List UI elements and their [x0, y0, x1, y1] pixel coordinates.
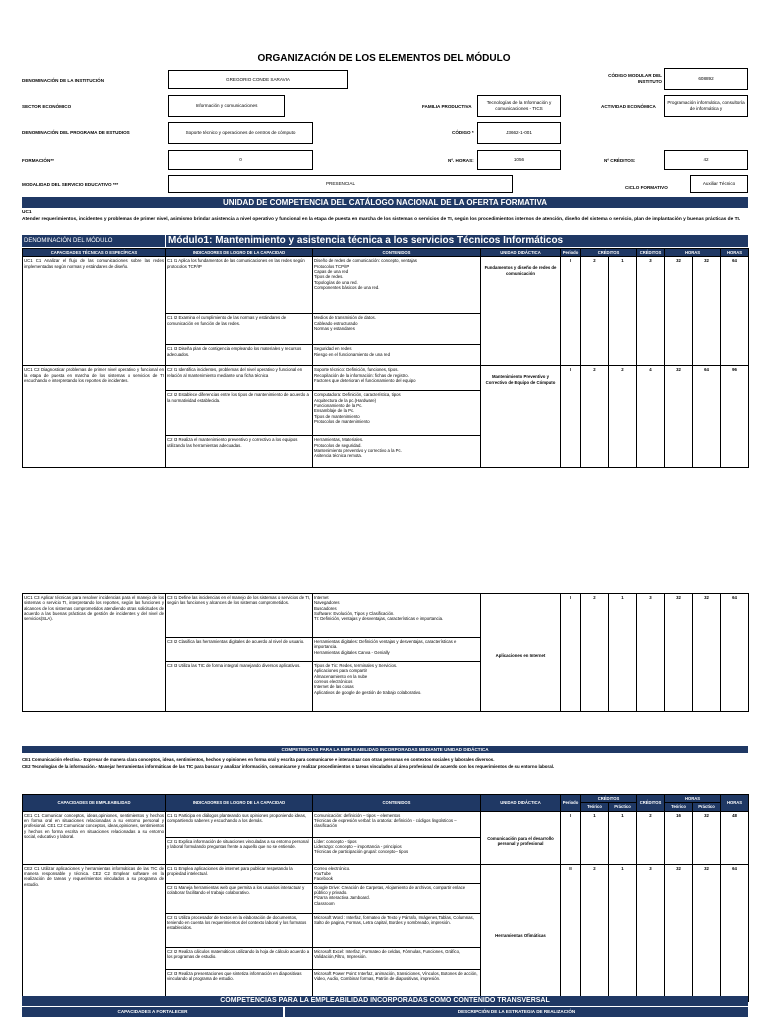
numeric-cell: 32	[693, 594, 721, 712]
numeric-cell: 2	[637, 811, 665, 864]
capacidades-table-2	[22, 593, 749, 712]
module-label: DENOMINACIÓN DEL MÓDULO	[22, 235, 165, 247]
modalidad-label: MODALIDAD DEL SERVICIO EDUCATIVO ***	[22, 182, 119, 187]
creditos-value: 42	[664, 150, 748, 170]
contenido-cell: Herramientas digitales: Definición ventajas y desventajas, características e importancia. Herramientas digitales Canva - Genially	[313, 638, 481, 662]
numeric-cell: 2	[581, 594, 609, 712]
contenido-cell: Internet Navegadores Buscadores Software: Evolución, Tipos y Clasificación. TI: Definición, ventajas y desventajas, características e importancia.	[313, 594, 481, 638]
numeric-cell: 3	[637, 594, 665, 712]
numeric-cell: 32	[665, 257, 693, 366]
contenido-cell: Microsoft Excel: Interfaz, Formateo de celdas, Fórmulas, Funciones, Gráfico, Validación,Filtro, Impresión.	[313, 947, 481, 969]
contenido-cell: Soporte técnico: Definición, funciones, tipos. Recopilación de la información: fichas de registro. Factores que deterioran el funcionamiento del equipo	[313, 366, 481, 391]
indicador-cell: C2 I1 Utiliza procesador de textos en la elaboración de documentos, teniendo en cuenta los requerimientos del contexto laboral y los formatos establecidos.	[166, 913, 313, 947]
numeric-cell: 4	[637, 366, 665, 468]
numeric-cell: 1	[581, 811, 609, 864]
institution-label: DENOMINACIÓN DE LA INSTITUCIÓN	[22, 78, 105, 83]
codigo-modular-value: 608892	[664, 68, 748, 90]
formacion-label: FORMACIÓN**	[22, 158, 54, 163]
contenido-cell: Microsoft Word : Interfaz, formateo de Texto y Párrafo, Imágenes,Tablas, Columnas, Salto de pagina, Formas, Letra capital, Bordes y sombreado, impresión.	[313, 913, 481, 947]
col-practico-2: Práctico	[693, 803, 721, 811]
capacidad-cell: UC1 C1 Analizar el flujo de las comunicaciones sobre las redes implementadas según normas y estándares de diseño.	[23, 257, 166, 366]
numeric-cell: 2	[581, 366, 609, 468]
col-horas-total-2: HORAS	[721, 795, 749, 812]
indicador-cell: C1 I1 Aplica los fundamentos de las comunicaciones en las redes según protocolos TCP/IP	[166, 257, 313, 314]
ce-bar: COMPETENCIAS PARA LA EMPLEABILIDAD INCORPORADAS MEDIANTE UNIDAD DIDÁCTICA	[22, 746, 748, 753]
col-creditos-total-2: CRÉDITOS	[637, 795, 665, 812]
unidad-didactica-cell: Fundamentos y diseño de redes de comunicación	[481, 257, 561, 366]
transversal-col-capacidades: CAPACIDADES A FORTALECER	[22, 1007, 284, 1017]
numeric-cell: 16	[665, 811, 693, 864]
numeric-cell: 64	[693, 366, 721, 468]
sector-label: SECTOR ECONÓMICO	[22, 104, 72, 109]
modalidad-value: PRESENCIAL	[168, 175, 513, 193]
transversal-col-estrategia: DESCRIPCIÓN DE LA ESTRATEGIA DE REALIZACIÓN	[285, 1007, 748, 1017]
col-cap-empleabilidad: CAPACIDADES DE EMPLEABILIDAD	[23, 795, 166, 812]
contenido-cell: Diseño de redes de comunicación: concepto, ventajas Protocolos TCP/IP Capas de una red Tipos de redes. Topologías de una red. Componentes básicos de una red.	[313, 257, 481, 314]
contenido-cell: Líder: concepto - tipos Liderazgo: concepto – importancia - principios Técnicas de participación grupal: concepto– tipos	[313, 837, 481, 864]
contenido-cell: Herramientas, Materiales. Protocolos de seguridad. Mantenimiento preventivo y correctivo a la Pc. Asitencia técnica remota.	[313, 436, 481, 468]
table-row	[23, 864, 749, 883]
col-contenidos-2: CONTENIDOS	[313, 795, 481, 812]
transversal-header	[22, 1007, 748, 1017]
institution-value: GREGORIO CONDE SARAVIA	[168, 70, 348, 89]
familia-value: Tecnologías de la Información y comunicaciones - TICS	[477, 95, 561, 117]
numeric-cell: 2	[609, 366, 637, 468]
page-title: ORGANIZACIÓN DE LOS ELEMENTOS DEL MÓDULO	[257, 53, 511, 64]
numeric-cell: 32	[693, 811, 721, 864]
col-capacidades: CAPACIDADES TÉCNICAS O ESPECÍFICAS	[23, 249, 166, 257]
codigo-modular-label: CÓDIGO MODULAR DEL INSTITUTO	[608, 73, 662, 84]
indicador-cell: C1 I3 Diseña plan de contigencia empleando los materiales y recursos adecuados.	[166, 345, 313, 366]
capacidad-cell: UC1 C3 Aplicar técnicas para resolver incidencias para el manejo de los sistemas o servicio TI, interpretando los reportes, según las funciones y alcances de los sistemas comprometidos atendiendo otras solicitudes de acuerdo a las buenas prácticas de gestión de incidentes y del nivel de servicios(SLA).	[23, 594, 166, 712]
numeric-cell: I	[561, 594, 581, 712]
formacion-value: 0	[168, 150, 313, 170]
numeric-cell: 1	[609, 257, 637, 366]
empleabilidad-table	[22, 794, 749, 1002]
contenido-cell: Tipos de Tic: Redes, terminales y Servicios. Aplicaciones para compartir Almacenamiento en la nube correos electrónicos Internet de las cosas Aplicativos de google de gestión de trabajo colaborativo.	[313, 662, 481, 712]
numeric-cell: I	[561, 811, 581, 864]
table-row	[23, 366, 749, 391]
capacidad-cell: UC1 C2 Diagnosticar problemas de primer nivel operativo y funcional en la etapa de puesta en marcha de los sistemas o servicios de TI escuchando e interpretando los reportes de incidentes.	[23, 366, 166, 468]
ciclo-label: CICLO FORMATIVO	[625, 185, 668, 190]
uc-code: UC1	[22, 210, 32, 215]
indicador-cell: C1 I1 Emplea aplicaciones de internet para publicar respetando la propiedad intelectual.	[166, 864, 313, 883]
module-name: Módulo1: Mantenimiento y asistencia técnica a los servicios Técnicos Informáticos	[166, 235, 748, 247]
header-section	[0, 0, 768, 200]
indicador-cell: C3 I2 Clasifica las herramientas digitales de acuerdo al nivel de usuario.	[166, 638, 313, 662]
numeric-cell: 32	[693, 257, 721, 366]
numeric-cell: 32	[665, 594, 693, 712]
col-horas: HORAS	[665, 249, 721, 257]
col-teorico-2: Teórico	[665, 803, 693, 811]
indicador-cell: C2 I1 Identifica incidentes, problemas del nivel operativo y funcional en relación al mantenimiento mediante una ficha técnica	[166, 366, 313, 391]
col-teorico: Teórico	[581, 803, 609, 811]
numeric-cell: 2	[581, 864, 609, 1001]
actividad-value: Programación informática, consultoría de informática y	[664, 95, 748, 117]
col-indicadores-2: INDICADORES DE LOGRO DE LA CAPACIDAD	[166, 795, 313, 812]
codigo-label: CÓDIGO *	[452, 130, 474, 135]
numeric-cell: 64	[721, 594, 749, 712]
col-indicadores: INDICADORES DE LOGRO DE LA CAPACIDAD	[166, 249, 313, 257]
indicador-cell: C1 I2 Examina el cumplimiento de las normas y estándares de comunicación en función de las redes.	[166, 314, 313, 345]
numeric-cell: 2	[581, 257, 609, 366]
numeric-cell: 1	[609, 864, 637, 1001]
col-horas-total: HORAS	[721, 249, 749, 257]
col-periodo: Periodo	[561, 249, 581, 257]
col-unidad-2: UNIDAD DIDÁCTICA	[481, 795, 561, 812]
numeric-cell: II	[561, 864, 581, 1001]
familia-label: FAMILIA PRODUCTIVA	[422, 104, 472, 109]
sector-value: Información y comunicaciones	[168, 95, 285, 117]
numeric-cell: 3	[637, 257, 665, 366]
numeric-cell: 1	[609, 594, 637, 712]
contenido-cell: Medios de transmisión de datos. Cableado estructurado Normas y estandares	[313, 314, 481, 345]
numeric-cell: 64	[721, 257, 749, 366]
indicador-cell: C2 I2 Establece diferencias entre los tipos de mantenimiento de acuerdo a la normatividad establecida.	[166, 391, 313, 436]
indicador-cell: C2 I3 Realiza presentaciones que sintetiza información en diapositivas vinculando al programa de estudio.	[166, 969, 313, 1001]
indicador-cell: C2 I3 Realiza el mantenimiento preventivo y correctivo a los equipos utilizando las herramientas adecuadas.	[166, 436, 313, 468]
col-creditos-2: CRÉDITOS	[581, 795, 637, 803]
col-unidad: UNIDAD DIDÁCTICA	[481, 249, 561, 257]
creditos-label: Nº CRÉDITOS:	[604, 158, 636, 163]
numeric-cell: I	[561, 366, 581, 468]
ce1-text: CE1 Comunicación efectiva.- Expresar de manera clara conceptos, ideas, sentimientos, hechos y opiniones en forma oral y escrita para comunicarse e interactuar con otras personas en contextos sociales y laborales diversos.	[22, 757, 495, 762]
horas-value: 1056	[477, 150, 561, 170]
contenido-cell: Microsoft Power Point: Interfaz, animación, transiciones, Vínculos, Botones de acción, Video, Audio, Combinar formas, Patrón de diapositivas, impresión.	[313, 969, 481, 1001]
indicador-cell: C3 I1 Define las incidencias en el manejo de los sistemas o servicios de TI, según las funciones y alcances de los sistemas comprometidos.	[166, 594, 313, 638]
numeric-cell: 96	[721, 366, 749, 468]
numeric-cell: I	[561, 257, 581, 366]
horas-label: Nº. HORAS:	[448, 158, 474, 163]
table-row	[23, 257, 749, 314]
capacidad-cell: CE2 C1 Utilizar aplicaciones y herramientas informáticas de las TIC de manera responsable y técnica. CE2 C2 Emplear software en la realización de tareas y requerimientos vinculados a su programa de estudio.	[23, 864, 166, 1001]
capacidad-cell: CE1 C1 Comunicar conceptos, ideas,opiniones, sentimientos y hechos en forma oral en situaciones relacionadas a su entorno personal y profesional. CE1 C2 Comunicar conceptos, ideas,opiniones, sentimientos y hechos en forma escrita en situaciones relacionadas a su entorno social, educativo y laboral.	[23, 811, 166, 864]
unidad-didactica-cell: Aplicaciones en Internet	[481, 594, 561, 712]
numeric-cell: 32	[665, 864, 693, 1001]
indicador-cell: C2 I1 Explica información de situaciones vinculadas a su entorno personal y laboral formulando preguntas frente a aquello que no se entiende.	[166, 837, 313, 864]
indicador-cell: C3 I3 Utiliza las TIC de forma integral manejando diversos aplicativos.	[166, 662, 313, 712]
numeric-cell: 1	[609, 811, 637, 864]
col-periodo-2: Periodo	[561, 795, 581, 812]
col-practico: Práctico	[609, 803, 637, 811]
unidad-didactica-cell: Comunicación para el desarrollo personal y profesional	[481, 811, 561, 864]
transversal-bar: COMPETENCIAS PARA LA EMPLEABILIDAD INCORPORADAS COMO CONTENIDO TRANSVERSAL	[22, 996, 748, 1006]
numeric-cell: 32	[693, 864, 721, 1001]
contenido-cell: Google Drive: Creación de Carpetas, Alojamiento de archivos, compartir enlace público y privado. Pizarra interactiva Jamboard. Classroom	[313, 883, 481, 913]
programa-label: DENOMINACIÓN DEL PROGRAMA DE ESTUDIOS	[22, 130, 130, 135]
table-row	[23, 811, 749, 837]
numeric-cell: 3	[637, 864, 665, 1001]
ciclo-value: Auxiliar Técnico	[690, 175, 748, 193]
ce2-text: CE2 Tecnologías de la información.- Manejar herramientas informáticas de las TIC para buscar y analizar información, comunicarse y realizar procedimientos o tareas vinculados al área profesional de acuerdo con los requerimientos de su entorno laboral.	[22, 764, 555, 769]
col-creditos-total: CRÉDITOS	[637, 249, 665, 257]
numeric-cell: 64	[721, 864, 749, 1001]
contenido-cell: Correo electrónico. YouTube Facebook	[313, 864, 481, 883]
module-row	[22, 235, 748, 248]
indicador-cell: C2 I1 Maneja herramientas web que permita a los usuarios interactuar y colaborar facilitando el trabajo colaborativo.	[166, 883, 313, 913]
contenido-cell: Seguridad en redes Riesgo en el funcionamiento de una red	[313, 345, 481, 366]
unidad-didactica-cell: Mantenimiento Preventivo y Correctivo de Equipo de Cómputo	[481, 366, 561, 468]
contenido-cell: Comunicación: definición – tipos – elementos Técnicas de expresión verbal: la oratoria: definición - códigos lingüísticos – clasificación	[313, 811, 481, 837]
uc-bar: UNIDAD DE COMPETENCIA DEL CATÁLOGO NACIONAL DE LA OFERTA FORMATIVA	[22, 197, 748, 208]
col-creditos: CRÉDITOS	[581, 249, 637, 257]
table-row	[23, 594, 749, 638]
numeric-cell: 48	[721, 811, 749, 864]
col-horas-2: HORAS	[665, 795, 721, 803]
numeric-cell: 32	[665, 366, 693, 468]
uc-text: Atender requerimientos, incidentes y problemas de primer nivel, asimismo brindar asistencia a nivel operativo y funcional en la etapa de puesta en marcha de los sistemas o servicios de TI, según los procedimientos internos de atención, diseño del sistema o servicio, plan de implantación y buenas prácticas de TI.	[22, 217, 741, 222]
col-contenidos: CONTENIDOS	[313, 249, 481, 257]
indicador-cell: C2 I2 Realiza cálculos matemáticos utilizando la hoja de cálculo acuerdo a los programas de estudio.	[166, 947, 313, 969]
codigo-value: J3662-1-001	[477, 122, 561, 144]
capacidades-table-1	[22, 248, 749, 468]
contenido-cell: Computadora: Definición, característica, tipos Arquitectura de la pc.(Hardware) Funcionamiento de la Pc. Ensamblaje de la Pc. Tipos de mantenimiento Protocolos de mantenimiento	[313, 391, 481, 436]
indicador-cell: C1 I1 Participa en diálogos planteando sus opiniones proponiendo ideas, compartiendo saberes y escuchando a los demás.	[166, 811, 313, 837]
actividad-label: ACTIVIDAD ECONÓMICA	[601, 104, 656, 109]
programa-value: Soporte técnico y operaciones de centros de cómputo	[168, 122, 313, 144]
unidad-didactica-cell: Herramientas Ofimáticas	[481, 864, 561, 1001]
